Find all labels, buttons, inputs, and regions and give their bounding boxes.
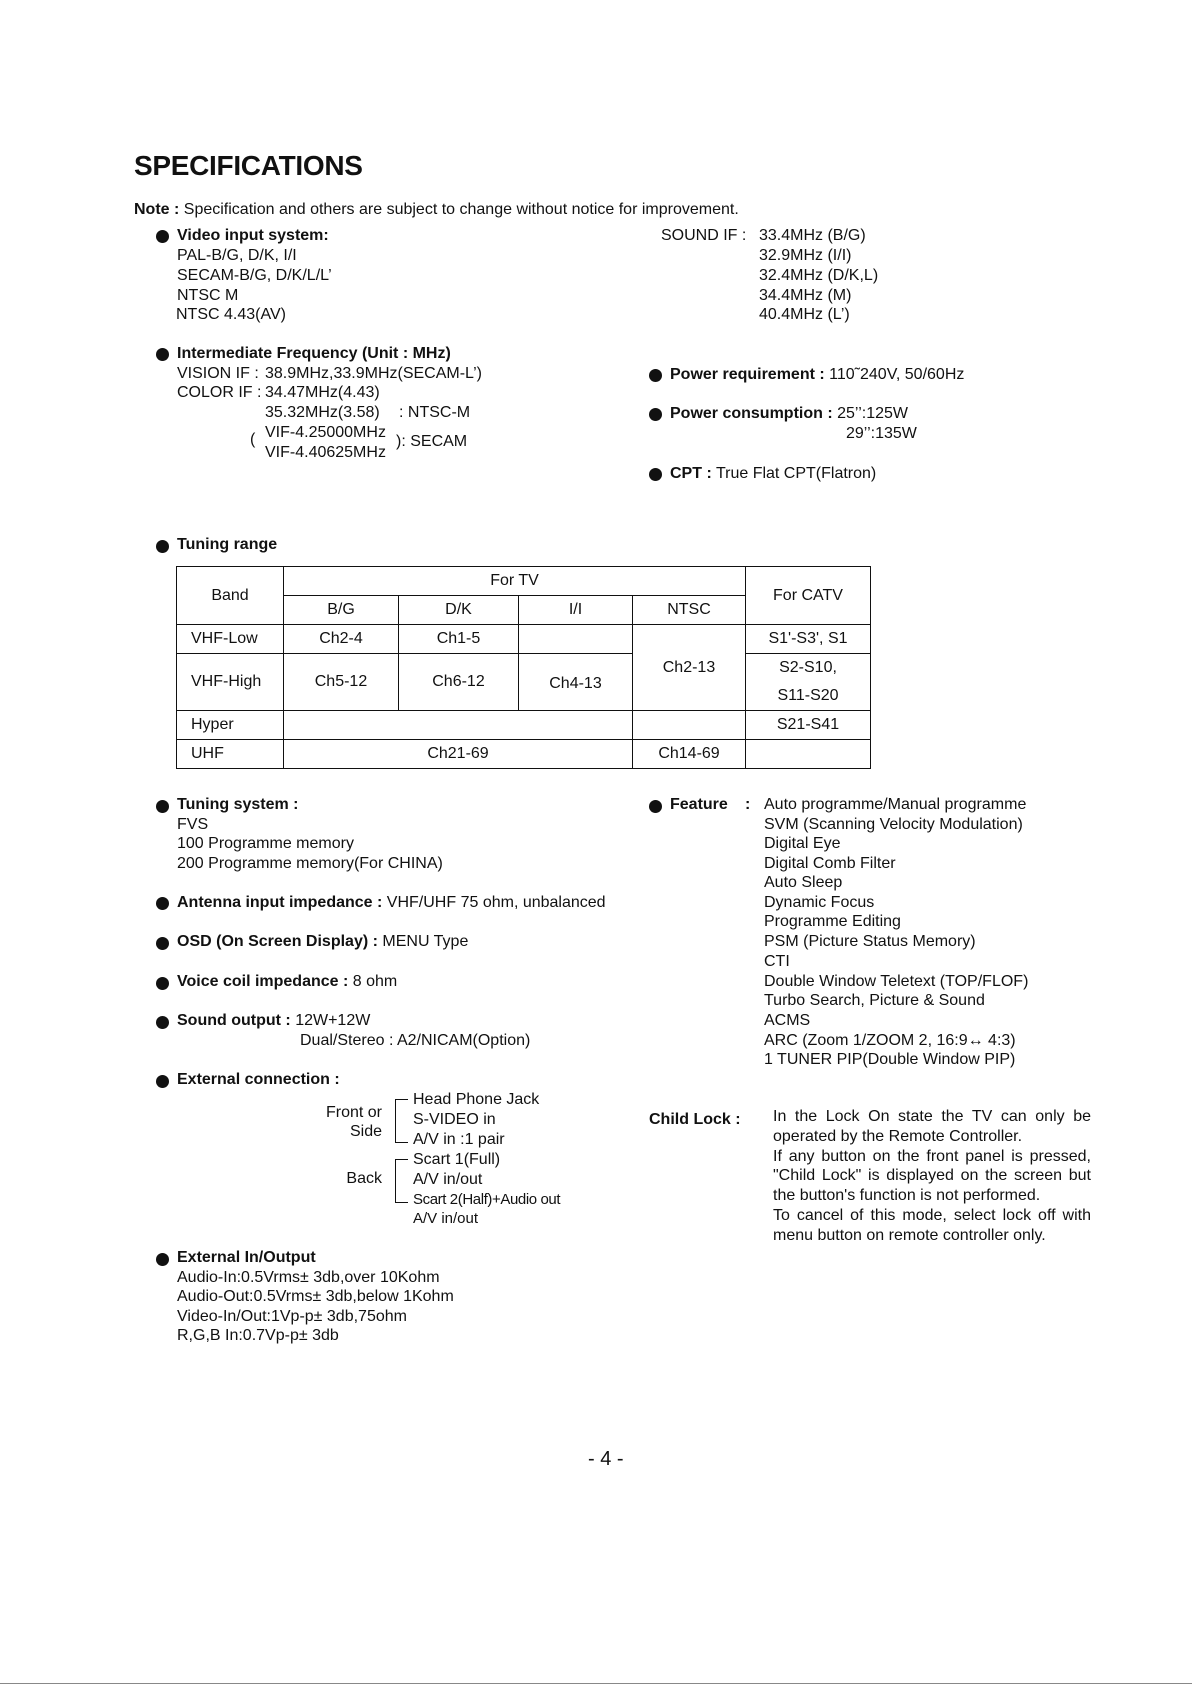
feature-item: 1 TUNER PIP(Double Window PIP) — [764, 1051, 1016, 1068]
front-side-label-2: Side — [349, 1123, 382, 1140]
sound-if-value: 33.4MHz (B/G) — [759, 227, 866, 244]
cell-vhf-high-dk: Ch6-12 — [399, 654, 519, 711]
child-lock-paragraph: In the Lock On state the TV can only be operated by the Remote Controller. — [773, 1108, 1091, 1145]
voice-coil-spec — [177, 972, 397, 992]
tuning-system-label: Tuning system : — [177, 796, 299, 813]
back-item: A/V in/out — [413, 1210, 479, 1227]
front-item: A/V in :1 pair — [413, 1131, 505, 1148]
cell-vhf-high-bg: Ch5-12 — [284, 654, 399, 711]
color-if-value: 34.47MHz(4.43) — [265, 384, 380, 401]
vif-value-2: VIF-4.40625MHz — [265, 444, 386, 461]
header-band: Band — [177, 567, 284, 625]
front-item: S-VIDEO in — [413, 1111, 496, 1128]
voice-coil-label: Voice coil impedance : — [177, 973, 349, 990]
header-for-tv: For TV — [284, 567, 746, 596]
power-requirement-value: 110˜240V, 50/60Hz — [829, 366, 965, 383]
cell-vhf-low-catv: S1'-S3', S1 — [746, 625, 871, 654]
header-bg: B/G — [284, 596, 399, 625]
feature-item: ARC (Zoom 1/ZOOM 2, 16:9↔ 4:3) — [764, 1032, 1016, 1049]
feature-label: Feature — [670, 796, 728, 813]
antenna-label: Antenna input impedance : — [177, 894, 383, 911]
cell-uhf-ntsc: Ch14-69 — [633, 740, 746, 769]
bullet-icon — [649, 369, 662, 382]
bullet-icon — [156, 230, 169, 243]
front-side-label-1: Front or — [325, 1104, 382, 1121]
color-if-note-2: : NTSC-M — [399, 404, 471, 421]
sound-output-label: Sound output : — [177, 1012, 291, 1029]
header-ntsc: NTSC — [633, 596, 746, 625]
if-label: Intermediate Frequency (Unit : MHz) — [177, 345, 451, 362]
cpt-value: True Flat CPT(Flatron) — [715, 465, 877, 482]
vision-if-label: VISION IF : — [177, 365, 259, 382]
video-input-line: NTSC 4.43(AV) — [176, 306, 286, 323]
bullet-icon — [156, 1016, 169, 1029]
power-consumption-label: Power consumption : — [670, 405, 833, 422]
feature-item: Digital Eye — [764, 835, 841, 852]
child-lock-paragraph: If any button on the front panel is pressed, "Child Lock" is displayed on the screen but the button's function is not performed. — [773, 1147, 1091, 1205]
bullet-icon — [649, 800, 662, 813]
external-connection-label: External connection : — [177, 1071, 340, 1088]
feature-item: Programme Editing — [764, 913, 901, 930]
bullet-icon — [156, 1075, 169, 1088]
sound-output-spec — [177, 1011, 370, 1031]
tuning-range-table — [176, 566, 871, 769]
page-number: - 4 - — [588, 1448, 624, 1470]
header-ii: I/I — [519, 596, 633, 625]
sound-if-value: 40.4MHz (L’) — [759, 306, 850, 323]
note-text: Specification and others are subject to change without notice for improvement. — [183, 201, 739, 218]
bullet-icon — [649, 408, 662, 421]
power-consumption-value-1: 25’’:125W — [837, 405, 908, 422]
voice-coil-value: 8 ohm — [352, 973, 398, 990]
external-io-label: External In/Output — [177, 1249, 316, 1266]
tuning-system-line: 200 Programme memory(For CHINA) — [177, 855, 443, 872]
feature-item: Dynamic Focus — [764, 894, 875, 911]
feature-item: ACMS — [764, 1012, 811, 1029]
cell-vhf-high-catv-1: S2-S10, — [746, 654, 871, 683]
video-input-line: SECAM-B/G, D/K/L/L’ — [177, 267, 332, 284]
bullet-icon — [156, 348, 169, 361]
cell-vhf-high-catv-2: S11-S20 — [746, 682, 871, 711]
sound-if-label: SOUND IF : — [661, 227, 747, 244]
sound-if-value: 32.9MHz (I/I) — [759, 247, 852, 264]
sound-output-value-2: Dual/Stereo : A2/NICAM(Option) — [300, 1032, 531, 1049]
back-item: A/V in/out — [413, 1171, 483, 1188]
header-dk: D/K — [399, 596, 519, 625]
cell-hyper-tv — [284, 711, 633, 740]
child-lock-label: Child Lock : — [649, 1111, 741, 1128]
power-requirement-spec — [670, 365, 964, 385]
antenna-value: VHF/UHF 75 ohm, unbalanced — [386, 894, 606, 911]
back-item: Scart 2(Half)+Audio out — [413, 1191, 561, 1208]
cell-uhf-catv — [746, 740, 871, 769]
front-bracket — [395, 1099, 408, 1143]
vif-value-1: VIF-4.25000MHz — [265, 424, 386, 441]
feature-item: SVM (Scanning Velocity Modulation) — [764, 816, 1023, 833]
bullet-icon — [156, 897, 169, 910]
band-vhf-low: VHF-Low — [177, 625, 284, 654]
bullet-icon — [156, 977, 169, 990]
cell-vhf-low-bg: Ch2-4 — [284, 625, 399, 654]
external-io-line: Video-In/Out:1Vp-p± 3db,75ohm — [177, 1308, 407, 1325]
child-lock-text — [773, 1107, 1091, 1246]
cpt-label: CPT : — [670, 465, 712, 482]
band-vhf-high: VHF-High — [177, 654, 284, 711]
back-bracket — [395, 1159, 408, 1203]
header-for-catv: For CATV — [746, 567, 871, 625]
note — [134, 200, 739, 220]
feature-colon: : — [745, 796, 751, 813]
child-lock-paragraph: To cancel of this mode, select lock off with menu button on remote controller only. — [773, 1206, 1091, 1244]
feature-item: CTI — [764, 953, 790, 970]
antenna-spec — [177, 893, 606, 913]
external-io-line: Audio-In:0.5Vrms± 3db,over 10Kohm — [177, 1269, 440, 1286]
bullet-icon — [156, 1253, 169, 1266]
feature-item: Double Window Teletext (TOP/FLOF) — [764, 973, 1029, 990]
color-if-value-2: 35.32MHz(3.58) — [265, 404, 380, 421]
feature-item: Digital Comb Filter — [764, 855, 896, 872]
feature-item: Turbo Search, Picture & Sound — [764, 992, 985, 1009]
external-io-line: Audio-Out:0.5Vrms± 3db,below 1Kohm — [177, 1288, 454, 1305]
feature-item: PSM (Picture Status Memory) — [764, 933, 976, 950]
feature-item: Auto programme/Manual programme — [764, 796, 1027, 813]
band-hyper: Hyper — [177, 711, 284, 740]
color-if-label: COLOR IF : — [177, 384, 262, 401]
video-input-line: NTSC M — [177, 287, 239, 304]
sound-output-value: 12W+12W — [295, 1012, 371, 1029]
feature-item: Auto Sleep — [764, 874, 843, 891]
tuning-system-line: FVS — [177, 816, 209, 833]
sound-if-value: 32.4MHz (D/K,L) — [759, 267, 879, 284]
osd-spec — [177, 932, 468, 952]
video-input-line: PAL-B/G, D/K, I/I — [177, 247, 297, 264]
external-io-line: R,G,B In:0.7Vp-p± 3db — [177, 1327, 339, 1344]
cell-vhf-high-ii: Ch4-13 — [519, 654, 633, 711]
band-uhf: UHF — [177, 740, 284, 769]
cell-hyper-ntsc — [633, 711, 746, 740]
power-consumption-value-2: 29’’:135W — [846, 425, 917, 442]
secam-note: ): SECAM — [396, 433, 468, 450]
bullet-icon — [156, 540, 169, 553]
cell-uhf-tv: Ch21-69 — [284, 740, 633, 769]
tuning-range-label: Tuning range — [177, 536, 278, 553]
cpt-spec — [670, 464, 876, 484]
osd-value: MENU Type — [382, 933, 469, 950]
tuning-system-line: 100 Programme memory — [177, 835, 354, 852]
cell-hyper-catv: S21-S41 — [746, 711, 871, 740]
sound-if-value: 34.4MHz (M) — [759, 287, 852, 304]
back-item: Scart 1(Full) — [413, 1151, 501, 1168]
front-item: Head Phone Jack — [413, 1091, 540, 1108]
power-requirement-label: Power requirement : — [670, 366, 825, 383]
bullet-icon — [156, 800, 169, 813]
cell-vhf-low-dk: Ch1-5 — [399, 625, 519, 654]
bottom-rule — [0, 1683, 1192, 1684]
note-label: Note : — [134, 201, 180, 218]
bullet-icon — [156, 937, 169, 950]
osd-label: OSD (On Screen Display) : — [177, 933, 378, 950]
cell-vhf-low-ii — [519, 625, 633, 654]
page-title: SPECIFICATIONS — [134, 150, 363, 181]
cell-vhf-ntsc: Ch2-13 — [633, 625, 746, 711]
bullet-icon — [649, 468, 662, 481]
power-consumption-spec — [670, 404, 908, 424]
vision-if-value: 38.9MHz,33.9MHz(SECAM-L’) — [265, 365, 482, 382]
video-input-label: Video input system: — [177, 227, 329, 244]
back-label: Back — [346, 1170, 382, 1187]
open-paren: ( — [250, 431, 256, 448]
